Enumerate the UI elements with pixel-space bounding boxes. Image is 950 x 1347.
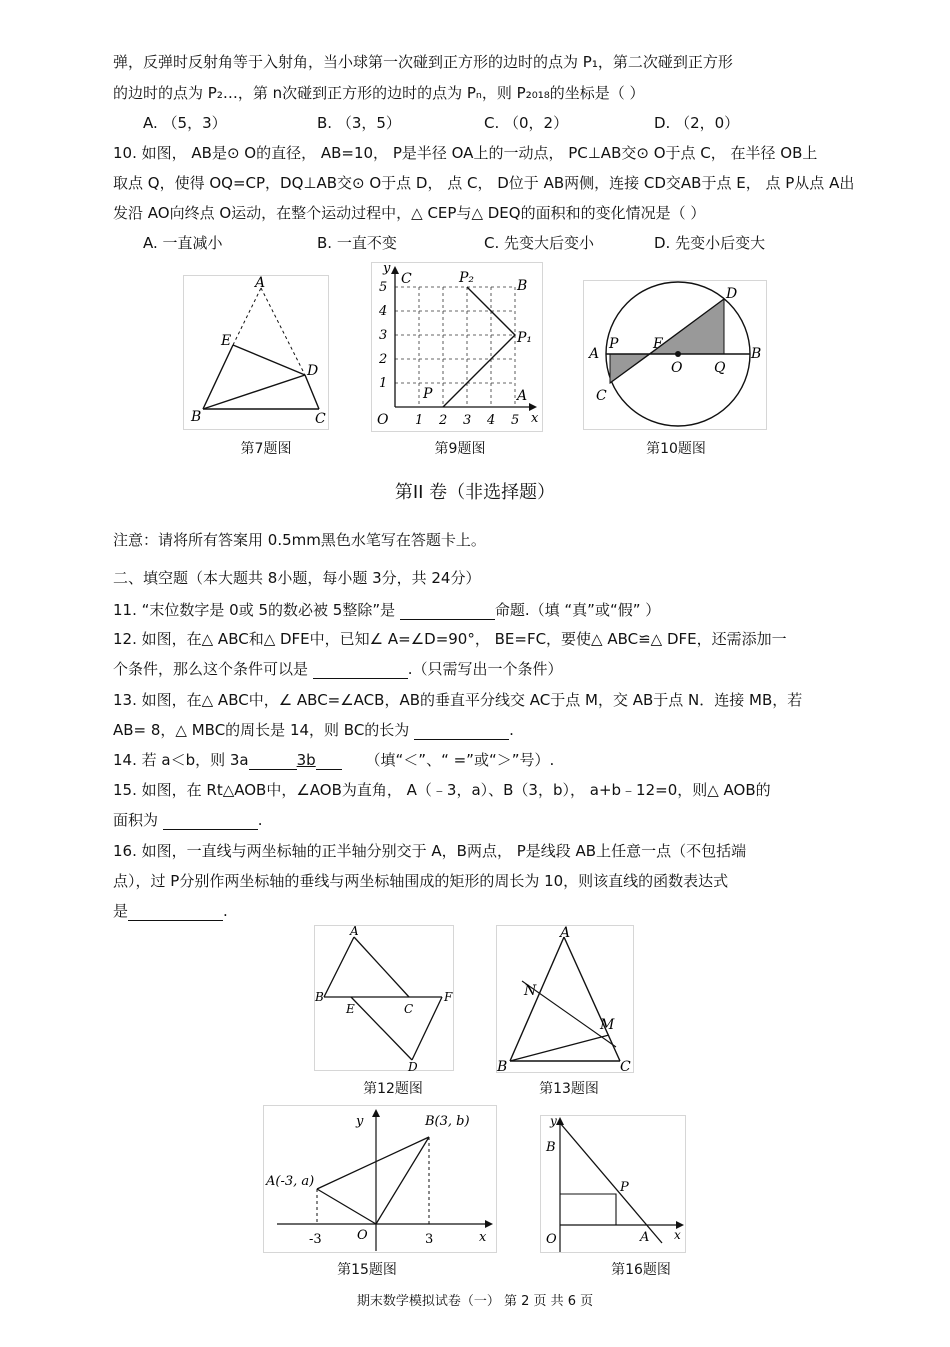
fig10-label-f: F — [653, 336, 663, 352]
fig15-tick-neg3: -3 — [309, 1232, 322, 1247]
fig10-label-q: Q — [714, 360, 726, 376]
q12-text-line2: 个条件，那么这个条件可以是 .（只需写出一个条件） — [113, 660, 563, 678]
fig16-label-y: y — [550, 1115, 557, 1128]
fig12-label-b: B — [315, 990, 324, 1004]
q10-text-line2: 取点 Q，使得 OQ=CP，DQ⊥AB交⊙ O于点 D， 点 C， D位于 AB两侧，连接 CD交AB于点 E， 点 P从点 A出 — [113, 174, 855, 192]
notice-text: 注意：请将所有答案用 0.5mm黑色水笔写在答题卡上。 — [113, 531, 486, 549]
q10-text-line3: 发沿 AO向终点 O运动，在整个运动过程中，△ CEP与△ DEQ的面积和的变化情况是（ ） — [113, 204, 706, 222]
fig16-label-b: B — [546, 1140, 556, 1155]
fig9-ytick-4: 4 — [379, 304, 388, 319]
fig10-caption: 第10题图 — [646, 441, 706, 457]
fig12-label-d: D — [408, 1060, 418, 1071]
q14-text: 14. 若 a＜b，则 3a 3b （填“＜”、“ =”或“＞”号）. — [113, 751, 555, 769]
part2-heading: 二、填空题（本大题共 8小题，每小题 3分，共 24分） — [113, 569, 481, 587]
q16-text-line1: 16. 如图，一直线与两坐标轴的正半轴分别交于 A，B两点， P是线段 AB上任意一点（不包括端 — [113, 842, 747, 860]
q9-option-a: A. （5，3） — [143, 114, 227, 132]
fig13-label-c: C — [620, 1059, 631, 1073]
fig9-xtick-1: 1 — [415, 413, 424, 428]
fig15-label-y: y — [356, 1114, 364, 1129]
q13-text-line2: AB= 8，△ MBC的周长是 14，则 BC的长为 . — [113, 721, 514, 739]
fig9-ytick-5: 5 — [379, 280, 388, 295]
fig9-label-b: B — [517, 278, 528, 294]
q13-text-line1: 13. 如图，在△ ABC中，∠ ABC=∠ACB，AB的垂直平分线交 AC于点 M，交 AB于点 N．连接 MB，若 — [113, 691, 803, 709]
q12-answer-blank — [313, 662, 408, 679]
fig9-xtick-2: 2 — [439, 413, 448, 428]
fig9-xtick-5: 5 — [511, 413, 520, 428]
fig10-label-p: P — [609, 336, 619, 352]
fig12-label-a: A — [350, 925, 359, 938]
q11-text: 11. “末位数字是 0或 5的数必被 5整除”是 命题.（填 “真”或“假” ） — [113, 601, 661, 619]
fig9-label-a: A — [517, 388, 528, 404]
q9-option-c: C. （0，2） — [484, 114, 569, 132]
fig13-label-m: M — [600, 1017, 615, 1033]
page-footer: 期末数学模拟试卷（一） 第 2 页 共 6 页 — [356, 1294, 594, 1309]
fig15-tick-3: 3 — [425, 1232, 434, 1247]
fig7-label-a: A — [255, 275, 266, 291]
fig7-label-c: C — [315, 411, 326, 427]
fig10-label-d: D — [726, 286, 738, 302]
figure-7 — [183, 275, 329, 430]
figure-9 — [371, 262, 543, 432]
q10-option-c: C. 先变大后变小 — [484, 234, 595, 252]
figure-13 — [496, 925, 634, 1073]
figure-12 — [314, 925, 454, 1071]
q10-option-a: A. 一直减小 — [143, 234, 223, 252]
fig10-label-o: O — [671, 360, 683, 376]
fig9-ytick-1: 1 — [379, 376, 388, 391]
fig7-label-d: D — [307, 363, 319, 379]
q10-option-d: D. 先变小后变大 — [654, 234, 766, 252]
q9-text-line1: 弹，反弹时反射角等于入射角，当小球第一次碰到正方形的边时的点为 P₁，第二次碰到正方形 — [113, 53, 733, 71]
fig16-label-a: A — [640, 1230, 650, 1245]
q9-option-b: B. （3，5） — [317, 114, 401, 132]
fig9-label-y: y — [383, 262, 391, 276]
q12-text-line1: 12. 如图，在△ ABC和△ DFE中，已知∠ A=∠D=90°， BE=FC，要使△ ABC≌△ DFE，还需添加一 — [113, 630, 787, 648]
q10-text-line1: 10. 如图， AB是⊙ O的直径， AB=10， P是半径 OA上的一动点， PC⊥AB交⊙ O于点 C， 在半径 OB上 — [113, 144, 818, 162]
fig15-label-a: A(-3, a) — [266, 1174, 315, 1189]
q16-text-line3: 是 . — [113, 902, 228, 920]
fig10-label-c: C — [596, 388, 607, 404]
fig9-label-o: O — [377, 412, 389, 428]
fig9-ytick-3: 3 — [379, 328, 388, 343]
q14-answer-blank — [249, 753, 297, 770]
fig10-label-b: B — [751, 346, 762, 362]
fig12-caption: 第12题图 — [363, 1081, 423, 1097]
q15-text-line1: 15. 如图，在 Rt△AOB中，∠AOB为直角， A（﹣3，a）、B（3，b）， a+b﹣12=0，则△ AOB的 — [113, 781, 771, 799]
fig9-label-p: P — [423, 386, 433, 402]
q16-text-line2: 点），过 P分别作两坐标轴的垂线与两坐标轴围成的矩形的周长为 10，则该直线的函数表达式 — [113, 872, 729, 890]
fig15-label-b: B(3, b) — [425, 1114, 470, 1129]
q10-option-b: B. 一直不变 — [317, 234, 397, 252]
fig12-label-c: C — [404, 1002, 414, 1016]
fig9-ytick-2: 2 — [379, 352, 388, 367]
fig7-label-e: E — [221, 333, 232, 349]
fig16-caption: 第16题图 — [611, 1262, 671, 1278]
fig9-label-x: x — [531, 411, 539, 426]
fig15-label-x: x — [479, 1230, 487, 1245]
fig13-caption: 第13题图 — [539, 1081, 599, 1097]
figure-15 — [263, 1105, 497, 1253]
section-title: 第II 卷（非选择题） — [394, 482, 556, 503]
fig13-label-a: A — [560, 925, 571, 941]
fig9-caption: 第9题图 — [434, 441, 486, 457]
q11-answer-blank — [400, 603, 495, 620]
fig7-label-b: B — [191, 409, 202, 425]
fig13-label-b: B — [497, 1059, 508, 1073]
q15-answer-blank — [163, 813, 258, 830]
fig16-label-p: P — [620, 1180, 629, 1195]
figure-16 — [540, 1115, 686, 1253]
q15-text-line2: 面积为 . — [113, 811, 263, 829]
fig15-caption: 第15题图 — [337, 1262, 397, 1278]
fig7-caption: 第7题图 — [240, 441, 292, 457]
figure-10 — [583, 280, 767, 430]
fig9-label-p1: P₁ — [517, 330, 533, 346]
fig12-label-e: E — [346, 1002, 355, 1016]
q13-answer-blank — [414, 723, 509, 740]
fig12-label-f: F — [444, 990, 453, 1004]
fig10-label-a: A — [589, 346, 600, 362]
fig9-label-c: C — [401, 271, 412, 287]
fig16-label-o: O — [546, 1232, 557, 1247]
fig9-xtick-3: 3 — [463, 413, 472, 428]
q9-text-line2: 的边时的点为 P₂…，第 n次碰到正方形的边时的点为 Pₙ，则 P₂₀₁₈的坐标是（ ） — [113, 84, 645, 102]
fig16-label-x: x — [674, 1228, 681, 1242]
fig15-label-o: O — [357, 1228, 368, 1243]
fig9-xtick-4: 4 — [487, 413, 496, 428]
fig9-label-p2: P₂ — [459, 270, 475, 286]
fig13-label-n: N — [524, 983, 537, 999]
fig9-ball-path — [443, 287, 515, 407]
q16-answer-blank — [128, 904, 223, 921]
q9-option-d: D. （2，0） — [654, 114, 740, 132]
